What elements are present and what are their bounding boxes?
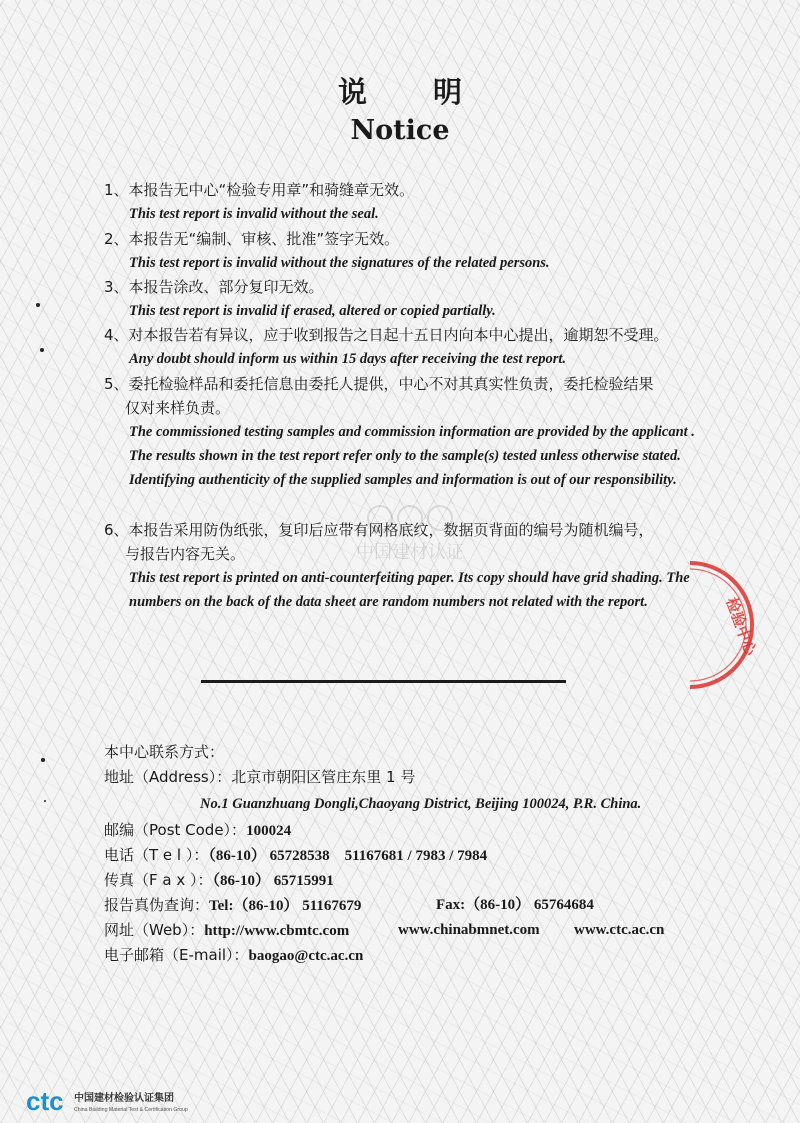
notice-en: This test report is invalid without the seal. (129, 206, 379, 222)
notice-en: This test report is invalid if erased, altered or copied partially. (129, 303, 496, 319)
svg-text:中国建材认证: 中国建材认证 (356, 542, 464, 563)
svg-text:中国建材检验认证集团: 中国建材检验认证集团 (74, 1093, 174, 1104)
notice-cn-cont: 与报告内容无关。 (125, 545, 246, 563)
svg-text:检验中心: 检验中心 (722, 595, 760, 658)
email-label: 电子邮箱（E-mail）： (104, 946, 249, 964)
verify-label: 报告真伪查询： (104, 896, 210, 914)
notice-en: This test report is invalid without the signatures of the related persons. (129, 255, 550, 271)
page-title-en: Notice (350, 115, 450, 146)
address-cn: 北京市朝阳区管庄东里 1 号 (231, 768, 416, 786)
address-label: 地址（Address）： (104, 768, 232, 786)
notice-cn: 5、委托检验样品和委托信息由委托人提供，中心不对其真实性负责，委托检验结果 (104, 375, 654, 393)
notice-cn: 3、本报告涂改、部分复印无效。 (104, 278, 324, 296)
notice-cn-cont: 仅对来样负责。 (125, 399, 231, 417)
notice-item-1 (104, 178, 704, 226)
divider-line (201, 680, 566, 683)
web-label: 网址（Web）： (104, 921, 205, 939)
contact-fax (104, 868, 744, 894)
notice-en: This test report is printed on anti-counterfeiting paper. Its copy should have grid shading. The numbers on the back of the data sheet are random numbers not related with the report. (129, 570, 690, 610)
notice-cn: 2、本报告无“编制、审核、批准”签字无效。 (104, 230, 400, 248)
web-link-3[interactable]: www.ctc.ac.cn (574, 922, 665, 938)
contact-postcode (104, 818, 744, 844)
contact-tel (104, 843, 744, 869)
verify-fax: Fax:（86-10） 65764684 (436, 897, 594, 913)
tel-label: 电话（T e l ）： (104, 846, 209, 864)
speck (44, 800, 46, 802)
address-en: No.1 Guanzhuang Dongli,Chaoyang District, Beijing 100024, P.R. China. (200, 796, 642, 812)
email-link[interactable]: baogao@ctc.ac.cn (248, 948, 364, 964)
contact-web (104, 918, 744, 944)
postcode-value: 100024 (246, 823, 292, 839)
verify-tel: Tel:（86-10） 51167679 (209, 898, 362, 914)
notice-en: Any doubt should inform us within 15 days after receiving the test report. (129, 351, 567, 367)
notice-cn: 4、对本报告若有异议，应于收到报告之日起十五日内向本中心提出，逾期恕不受理。 (104, 326, 669, 344)
contact-address (104, 765, 744, 790)
notice-en: The commissioned testing samples and commission information are provided by the applicant . The results shown in the test report refer only to the sample(s) tested unless otherwise stated. Identifying authenticity of the supplied samples and information is out of our responsibility. (129, 424, 695, 488)
notice-cn: 1、本报告无中心“检验专用章”和骑缝章无效。 (104, 181, 415, 199)
seal-stamp (690, 560, 800, 710)
web-link-2[interactable]: www.chinabmnet.com (398, 922, 540, 938)
contact-email (104, 943, 744, 969)
speck (36, 303, 40, 307)
svg-text:ctc: ctc (26, 1089, 64, 1115)
fax-value: （86-10） 65715991 (212, 873, 334, 889)
notice-item-2 (104, 227, 704, 275)
contact-verify (104, 893, 744, 919)
notice-item-3 (104, 275, 704, 323)
speck (41, 758, 45, 762)
notice-item-4 (104, 323, 704, 371)
notice-item-5 (104, 372, 704, 492)
speck (40, 348, 44, 352)
svg-text:China Building Material Test &: China Building Material Test & Certification Group (74, 1107, 188, 1113)
page-title-cn: 说 明 (337, 75, 491, 109)
watermark-logo (330, 498, 490, 578)
postcode-label: 邮编（Post Code）： (104, 821, 247, 839)
web-link-1[interactable]: http://www.cbmtc.com (204, 923, 350, 939)
ctc-logo (26, 1089, 226, 1115)
tel-value: （86-10） 65728538 51167681 / 7983 / 7984 (208, 848, 488, 864)
notice-cn: 6、本报告采用防伪纸张，复印后应带有网格底纹，数据页背面的编号为随机编号， (104, 521, 654, 539)
contact-heading: 本中心联系方式： (104, 743, 225, 761)
fax-label: 传真（F a x ）： (104, 871, 213, 889)
